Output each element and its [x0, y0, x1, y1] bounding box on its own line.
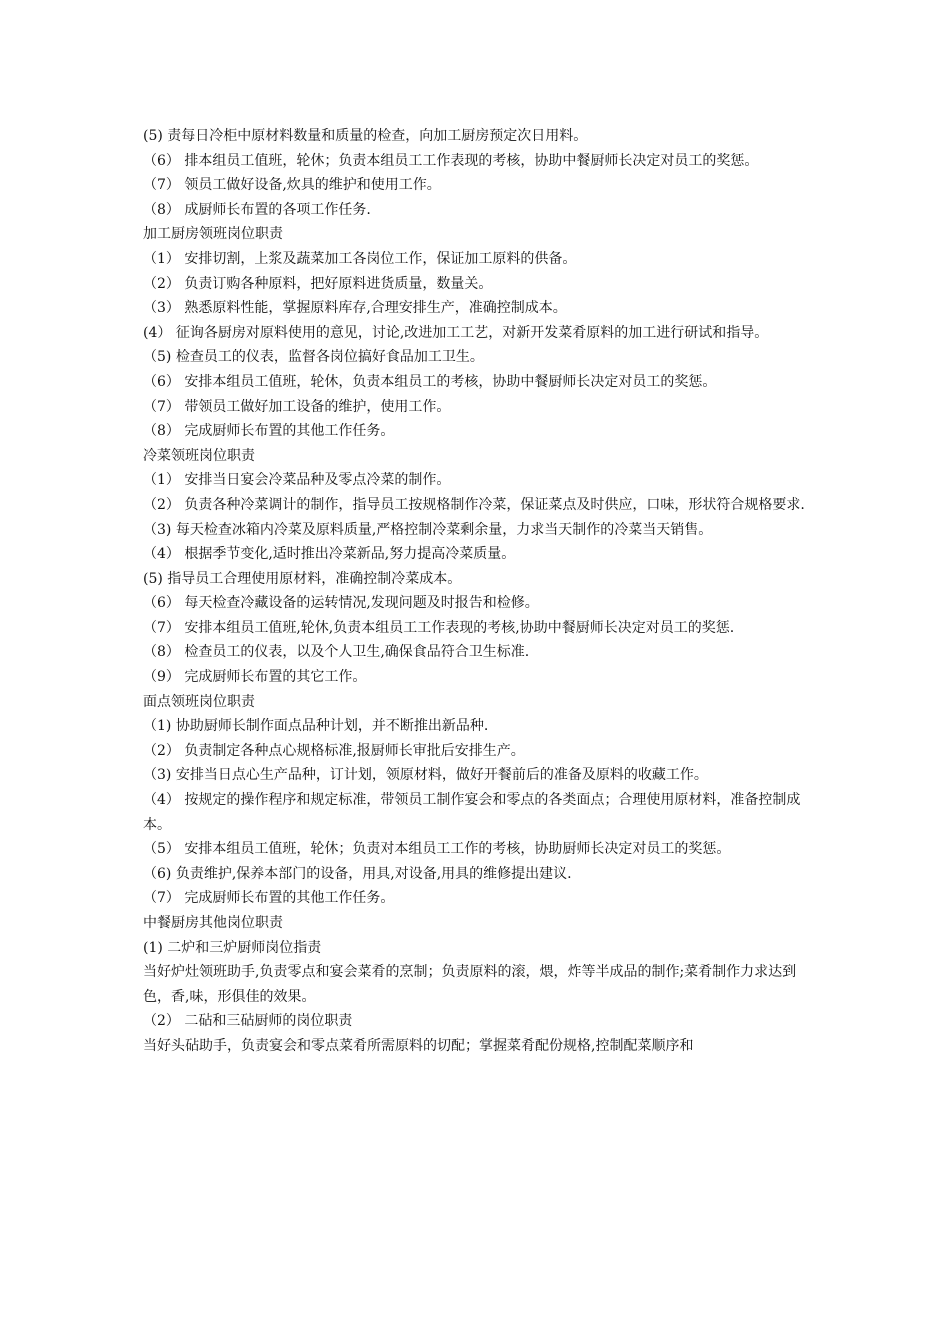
paragraph: （2） 二砧和三砧厨师的岗位职责: [143, 1013, 353, 1030]
paragraph: （3） 熟悉原料性能，掌握原料库存,合理安排生产，准确控制成本。: [143, 300, 567, 317]
paragraph: (4） 征询各厨房对原料使用的意见，讨论,改进加工工艺，对新开发菜肴原料的加工进行研试和指导。: [143, 324, 769, 341]
paragraph: （8） 检查员工的仪表，以及个人卫生,确保食品符合卫生标准.: [143, 644, 530, 661]
paragraph: （7） 完成厨师长布置的其他工作任务。: [143, 890, 395, 907]
paragraph: （6） 排本组员工值班，轮休；负责本组员工工作表现的考核，协助中餐厨师长决定对员工的奖惩。: [143, 152, 759, 169]
paragraph: （7） 安排本组员工值班,轮休,负责本组员工工作表现的考核,协助中餐厨师长决定对员工的奖惩.: [143, 619, 735, 636]
paragraph: （8） 成厨师长布置的各项工作任务.: [143, 201, 371, 218]
paragraph: （5) 检查员工的仪表，监督各岗位搞好食品加工卫生。: [143, 349, 484, 366]
paragraph: （5） 安排本组员工值班，轮休；负责对本组员工工作的考核，协助厨师长决定对员工的奖惩。: [143, 841, 731, 858]
paragraph: （1） 安排切割，上浆及蔬菜加工各岗位工作，保证加工原料的供备。: [143, 250, 577, 267]
paragraph: （8） 完成厨师长布置的其他工作任务。: [143, 423, 395, 440]
section-heading: 中餐厨房其他岗位职责: [143, 915, 283, 931]
paragraph: （6) 负责维护,保养本部门的设备，用具,对设备,用具的维修提出建议.: [143, 865, 572, 882]
paragraph: （7） 带领员工做好加工设备的维护，使用工作。: [143, 398, 451, 415]
document-page: [143, 124, 813, 1059]
paragraph: （7） 领员工做好设备,炊具的维护和使用工作。: [143, 177, 441, 194]
paragraph: （1） 安排当日宴会冷菜品种及零点冷菜的制作。: [143, 472, 451, 489]
paragraph: （4） 根据季节变化,适时推出冷菜新品,努力提高冷菜质量。: [143, 546, 516, 563]
paragraph: (5) 责每日冷柜中原材料数量和质量的检查，向加工厨房预定次日用料。: [143, 128, 588, 144]
paragraph: （2） 负责制定各种点心规格标准,报厨师长审批后安排生产。: [143, 742, 525, 759]
paragraph: （2） 负责各种冷菜调计的制作，指导员工按规格制作冷菜，保证菜点及时供应，口味，形状符合规格要求.: [143, 496, 805, 513]
paragraph: （1) 协助厨师长制作面点品种计划，并不断推出新品种.: [143, 718, 489, 735]
paragraph: (5) 指导员工合理使用原材料，准确控制冷菜成本。: [143, 570, 462, 587]
paragraph: （4） 按规定的操作程序和规定标准，带领员工制作宴会和零点的各类面点；合理使用原材料，准备控制成本。: [143, 792, 801, 833]
paragraph: （3) 每天检查冰箱内冷菜及原料质量,严格控制冷菜剩余量，力求当天制作的冷菜当天销售。: [143, 521, 713, 538]
paragraph: （3) 安排当日点心生产品种，订计划，领原材料，做好开餐前后的准备及原料的收藏工作。: [143, 767, 708, 784]
paragraph: (1) 二炉和三炉厨师岗位指责: [143, 939, 322, 956]
paragraph: 当好炉灶领班助手,负责零点和宴会菜肴的烹制；负责原料的滚，煨，炸等半成品的制作;菜肴制作力求达到色，香,味，形俱佳的效果。: [143, 964, 797, 1005]
paragraph: （2） 负责订购各种原料，把好原料进货质量，数量关。: [143, 275, 493, 292]
section-heading: 面点领班岗位职责: [143, 693, 255, 710]
paragraph: （6） 每天检查冷藏设备的运转情况,发现问题及时报告和检修。: [143, 595, 539, 612]
paragraph: 当好头砧助手，负责宴会和零点菜肴所需原料的切配；掌握菜肴配份规格,控制配菜顺序和: [143, 1037, 694, 1054]
paragraph: （6） 安排本组员工值班，轮休，负责本组员工的考核，协助中餐厨师长决定对员工的奖惩。: [143, 373, 717, 390]
section-heading: 加工厨房领班岗位职责: [143, 226, 283, 243]
paragraph: （9） 完成厨师长布置的其它工作。: [143, 669, 367, 686]
section-heading: 冷菜领班岗位职责: [143, 447, 255, 464]
